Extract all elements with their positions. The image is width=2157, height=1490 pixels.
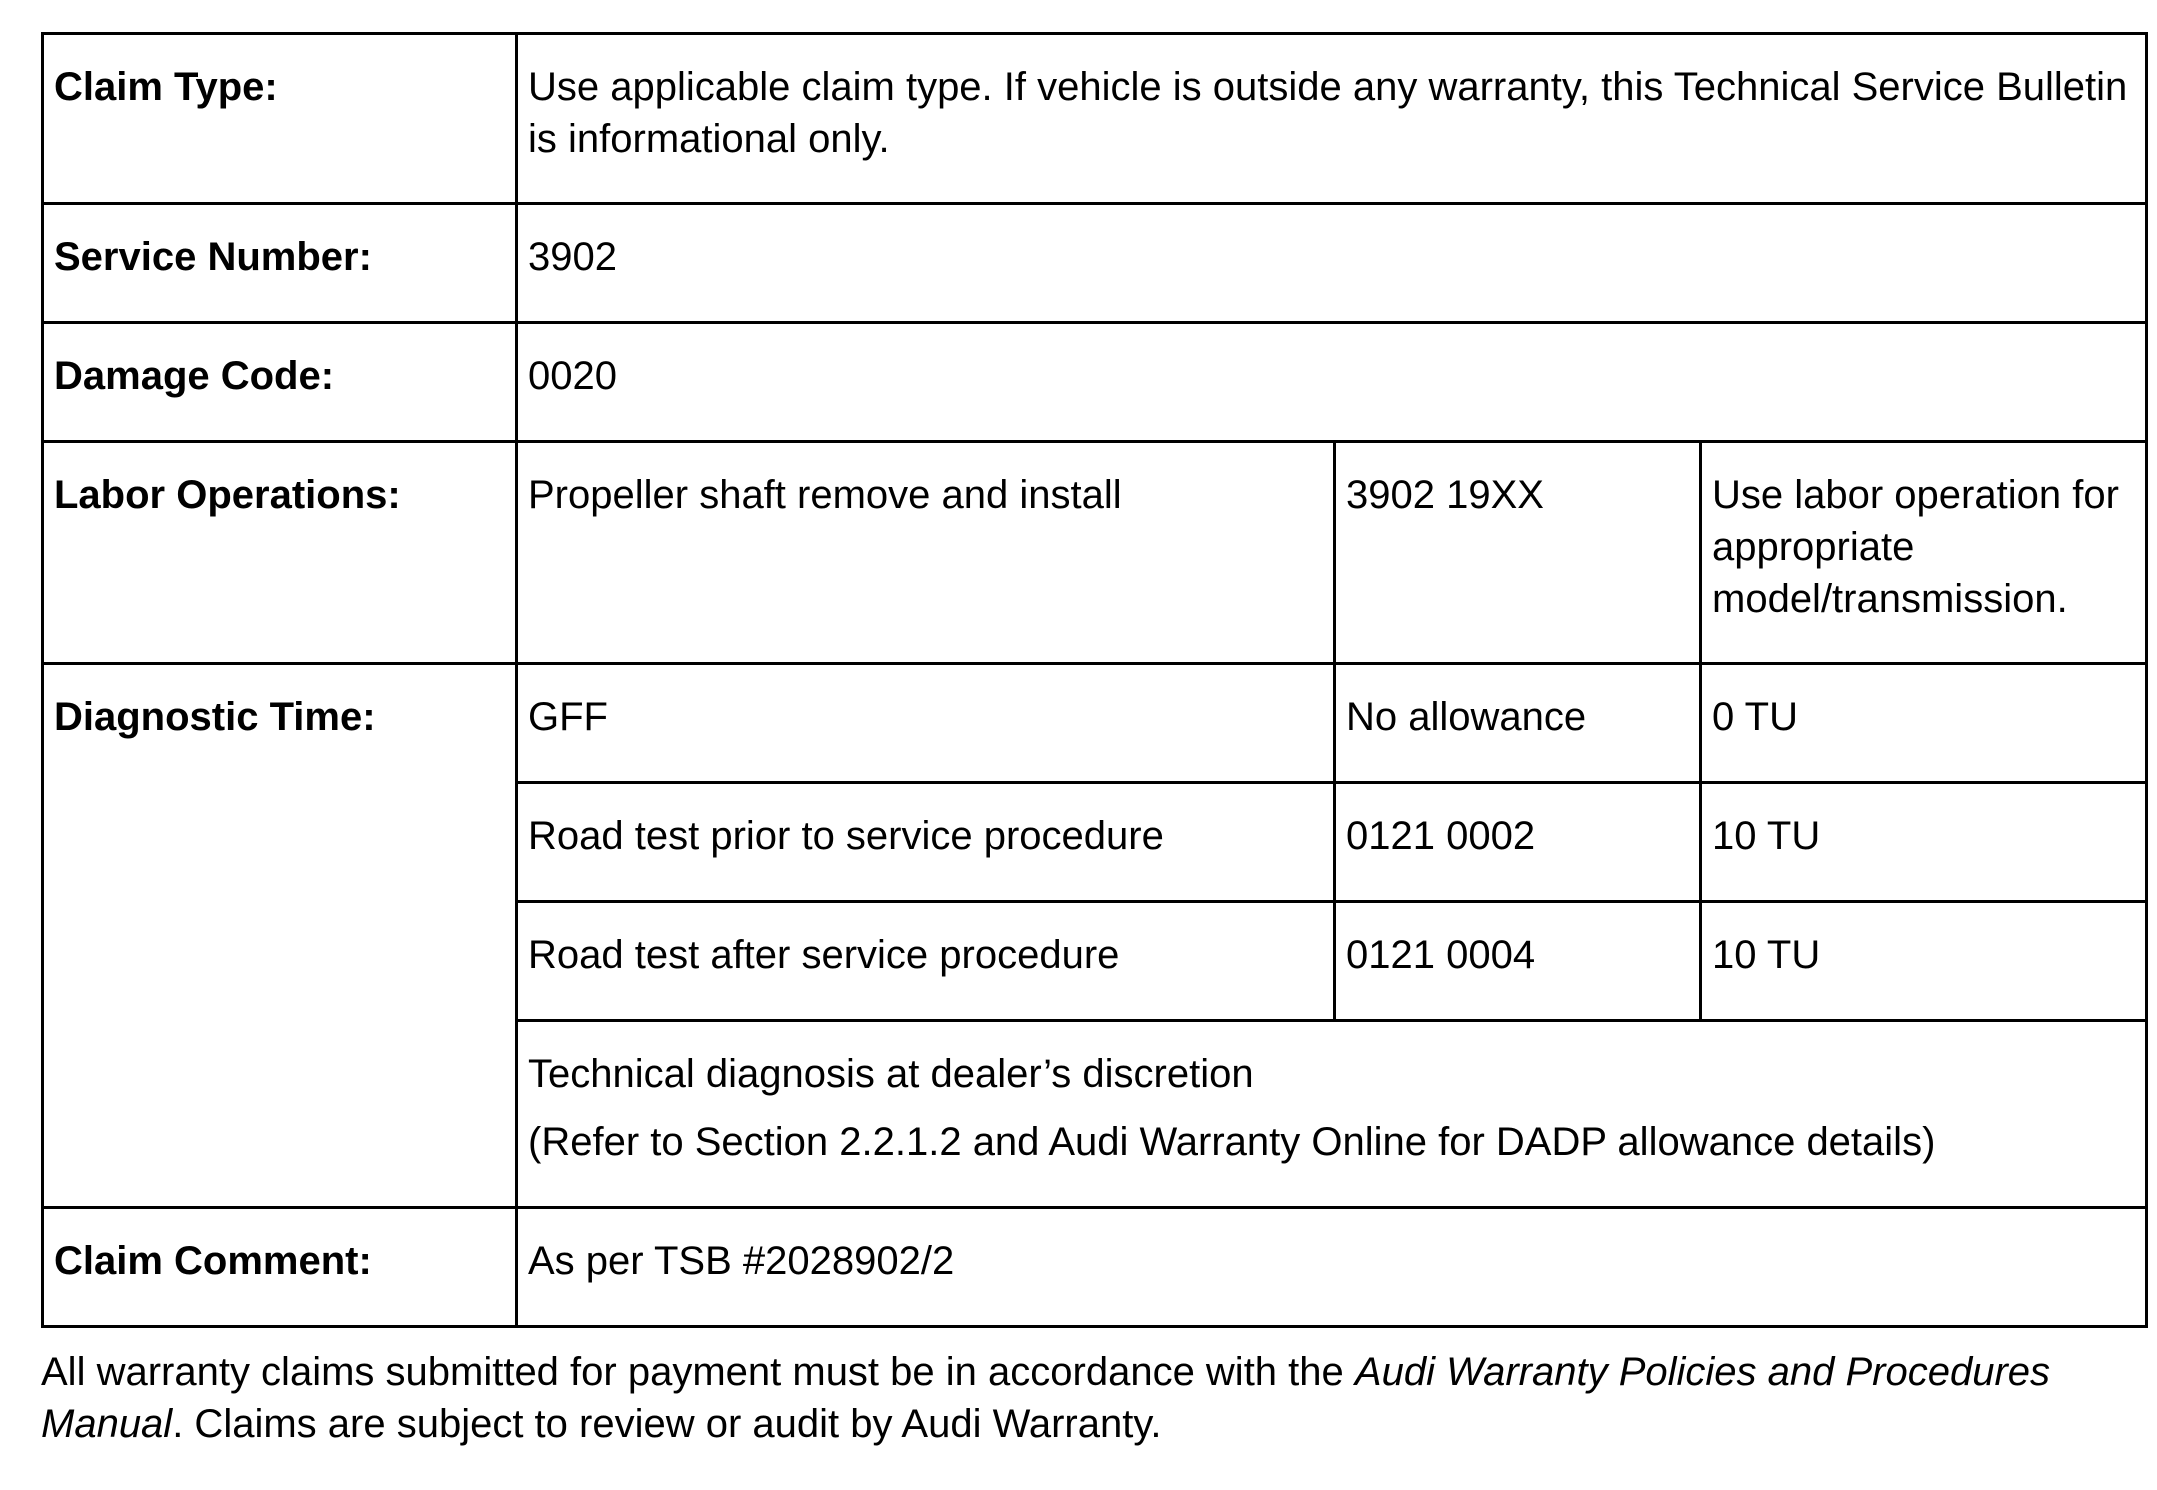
claim-type-value: Use applicable claim type. If vehicle is outside any warranty, this Technical Service Bulletin is informational only. (517, 34, 2147, 204)
warranty-footer-note (41, 1346, 2145, 1450)
labor-operation-note: Use labor operation for appropriate model/transmission. (1701, 442, 2147, 664)
claim-type-row (43, 34, 2147, 204)
diagnostic-time-units: 10 TU (1701, 783, 2147, 902)
technical-diagnosis-cell (517, 1021, 2147, 1208)
diagnostic-code: 0121 0004 (1335, 902, 1701, 1021)
labor-operations-row (43, 442, 2147, 664)
diagnostic-code: 0121 0002 (1335, 783, 1701, 902)
diagnostic-time-label: Diagnostic Time: (43, 664, 517, 1208)
service-number-label: Service Number: (43, 204, 517, 323)
footer-manual-title: Audi Warranty Policies and Procedures Manual (41, 1350, 2051, 1446)
service-number-row (43, 204, 2147, 323)
diagnostic-row-gff (43, 664, 2147, 783)
diagnostic-code: No allowance (1335, 664, 1701, 783)
technical-diagnosis-text: Technical diagnosis at dealer’s discretion (528, 1052, 1254, 1096)
labor-operations-label: Labor Operations: (43, 442, 517, 664)
footer-text-before: All warranty claims submitted for payment must be in accordance with the (41, 1350, 1355, 1394)
claim-type-label: Claim Type: (43, 34, 517, 204)
damage-code-value: 0020 (517, 323, 2147, 442)
technical-diagnosis-reference: (Refer to Section 2.2.1.2 and Audi Warranty Online for DADP allowance details) (528, 1120, 1936, 1164)
warranty-table (41, 32, 2148, 1328)
damage-code-label: Damage Code: (43, 323, 517, 442)
diagnostic-description: Road test after service procedure (517, 902, 1335, 1021)
claim-comment-label: Claim Comment: (43, 1208, 517, 1327)
labor-operation-description: Propeller shaft remove and install (517, 442, 1335, 664)
warranty-information-sheet (41, 32, 2145, 1490)
diagnostic-time-units: 0 TU (1701, 664, 2147, 783)
footer-text-after: . Claims are subject to review or audit by Audi Warranty. (172, 1402, 1162, 1446)
labor-operation-code: 3902 19XX (1335, 442, 1701, 664)
damage-code-row (43, 323, 2147, 442)
service-number-value: 3902 (517, 204, 2147, 323)
claim-comment-row (43, 1208, 2147, 1327)
diagnostic-time-units: 10 TU (1701, 902, 2147, 1021)
claim-comment-value: As per TSB #2028902/2 (517, 1208, 2147, 1327)
diagnostic-description: Road test prior to service procedure (517, 783, 1335, 902)
diagnostic-description: GFF (517, 664, 1335, 783)
